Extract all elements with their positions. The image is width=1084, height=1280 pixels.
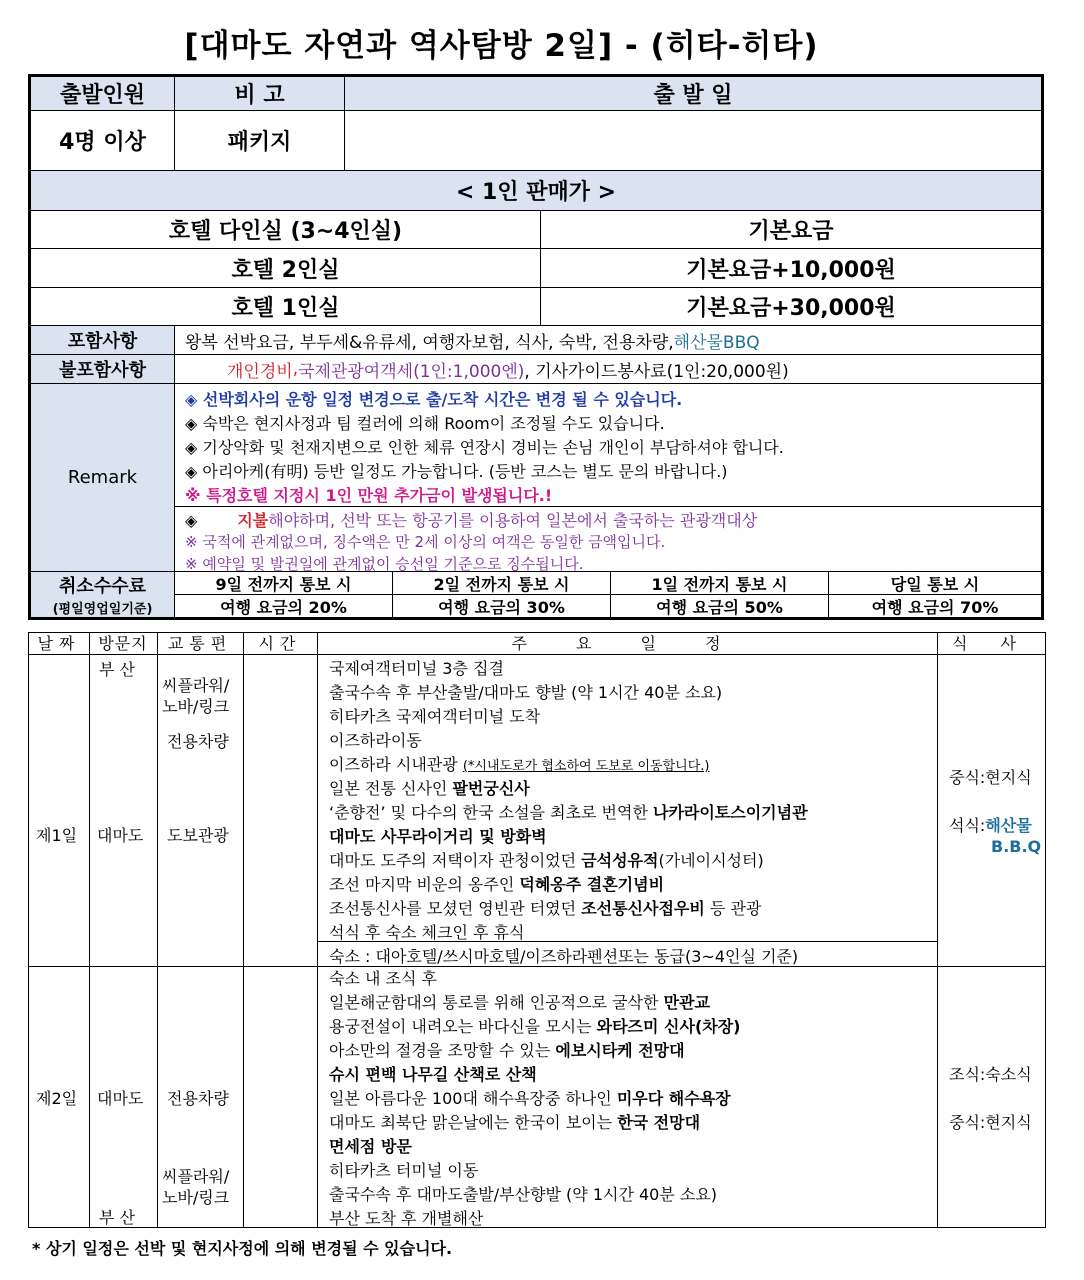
included-label: 포함사항 <box>31 326 175 354</box>
cancel-sublabel: (평일영업일기준) <box>52 602 153 617</box>
schedule-text: 일본 전통 신사인 <box>329 779 453 798</box>
cancel-when: 당일 통보 시 <box>890 574 980 594</box>
header-place: 방문지 <box>89 633 157 655</box>
schedule-text: 대마도 도주의 저택이자 관청이었던 <box>329 851 582 870</box>
schedule-text: ‘춘향전’ 및 다수의 한국 소설을 최초로 번역한 <box>329 803 653 822</box>
price-row <box>31 249 1041 288</box>
schedule-line <box>329 1182 717 1205</box>
cancel-fee: 여행 요금의 50% <box>611 595 829 617</box>
schedule-text: 아소만의 절경을 조망할 수 있는 <box>329 1041 556 1060</box>
day1-date: 제1일 <box>36 826 78 845</box>
schedule-text: 일본 아름다운 100대 해수욕장중 하나인 <box>329 1089 617 1108</box>
schedule-text: 조선통신사를 모셨던 영빈관 터였던 <box>329 899 582 918</box>
tax-rest: 해야하며, 선박 또는 항공기를 이용하여 일본에서 출국하는 관광객대상 <box>268 511 758 530</box>
itinerary-table <box>28 632 1046 1228</box>
schedule-highlight: 나카라이토스이기념관 <box>652 803 808 822</box>
info-row <box>31 111 1041 171</box>
schedule-text: 용궁전설이 내려오는 바다신을 모시는 <box>329 1017 597 1036</box>
header-note: 비 고 <box>175 77 345 110</box>
cancel-label <box>31 572 175 617</box>
cancel-fee: 여행 요금의 30% <box>393 595 611 617</box>
day2-place-end: 부 산 <box>99 1208 135 1227</box>
schedule-highlight: 미우다 해수욕장 <box>616 1089 731 1108</box>
header-date: 날짜 <box>29 633 89 655</box>
schedule-highlight: 팔번궁신사 <box>452 779 530 798</box>
footer-note: * 상기 일정은 선박 및 현지사정에 의해 변경될 수 있습니다. <box>32 1239 453 1258</box>
day1-hotel: 숙소 : 대아호텔/쓰시마호텔/이즈하라펜션또는 동급(3~4인실 기준) <box>329 947 799 966</box>
day1-transport-ferry: 씨플라워/ <box>162 676 230 695</box>
cancel-row <box>31 572 1041 617</box>
remark-line: ◈ 숙박은 현지사정과 팀 컬러에 의해 Room이 조정될 수도 있습니다. <box>185 414 665 433</box>
day2-transport-ferry2: 노바/링크 <box>162 1188 230 1207</box>
remark-line: ◈ 기상악화 및 천재지변으로 인한 체류 연장시 경비는 손님 개인이 부담하셔야 합니다. <box>185 438 784 457</box>
excluded-row <box>31 355 1041 384</box>
included-items: 왕복 선박요금, 부두세&유류세, 여행자보험, 식사, 숙박, 전용차량, <box>185 332 674 353</box>
excluded-personal: 개인경비 <box>227 361 293 382</box>
day1-dinner <box>949 813 1032 836</box>
schedule-text: 이즈하라 시내관광 <box>329 755 463 774</box>
remark-tax-line: ※ 예약일 및 발권일에 관계없이 승선일 기준으로 징수됩니다. <box>185 555 584 573</box>
schedule-line <box>329 704 540 727</box>
remark-line: ◈ 선박회사의 운항 일정 변경으로 출/도착 시간은 변경 될 수 있습니다. <box>185 390 683 409</box>
header-time: 시간 <box>243 633 317 655</box>
room-type: 호텔 다인실 (3~4인실) <box>31 211 541 248</box>
schedule-line <box>329 752 710 775</box>
excluded-tax: 국제관광여객세(1인:1,000엔) <box>298 361 525 382</box>
schedule-line <box>329 1086 731 1109</box>
remark-divider <box>175 506 1041 507</box>
day1-lunch: 중식:현지식 <box>949 768 1032 787</box>
schedule-line <box>329 872 664 895</box>
schedule-highlight: 조선통신사접우비 <box>581 899 705 918</box>
room-type: 호텔 2인실 <box>31 249 541 287</box>
note-value: 패키지 <box>175 111 345 170</box>
schedule-line <box>329 824 547 847</box>
included-bbq: 해산물BBQ <box>673 332 760 353</box>
min-people-value: 4명 이상 <box>31 111 175 170</box>
schedule-line <box>329 896 761 919</box>
price-row <box>31 211 1041 249</box>
schedule-line <box>329 1110 700 1133</box>
schedule-line <box>329 1158 478 1181</box>
schedule-text: 이즈하라이동 <box>329 731 422 750</box>
schedule-line <box>329 800 808 823</box>
day1-place-start: 부 산 <box>99 660 135 679</box>
header-schedule: 주 요 일 정 <box>317 633 937 655</box>
schedule-line <box>329 776 530 799</box>
excluded-rest: , 기사가이드봉사료(1인:20,000원) <box>524 361 789 382</box>
price-title: < 1인 판매가 > <box>455 180 617 205</box>
schedule-line <box>329 728 422 751</box>
schedule-text: 히타카츠 국제여객터미널 도착 <box>329 707 541 726</box>
package-info-table <box>28 74 1044 620</box>
departure-value <box>345 111 1041 170</box>
cancel-when: 1일 전까지 통보 시 <box>611 572 829 594</box>
col-divider <box>317 633 318 1227</box>
day1-transport-ferry2: 노바/링크 <box>162 697 230 716</box>
remark-line: ※ 특정호텔 지정시 1인 만원 추가금이 발생됩니다.! <box>185 486 553 505</box>
remark-content <box>175 384 1041 571</box>
day2-breakfast: 조식:숙소식 <box>949 1065 1032 1084</box>
tax-pay-word: 지불 <box>237 511 269 530</box>
included-text <box>175 326 1041 354</box>
included-row <box>31 326 1041 355</box>
cancel-when: 9일 전까지 통보 시 <box>175 572 393 594</box>
schedule-text: 일본해군함대의 통로를 위해 인공적으로 굴삭한 <box>329 993 664 1012</box>
schedule-text: 히타카츠 터미널 이동 <box>329 1161 479 1180</box>
excluded-sep: , <box>292 359 299 379</box>
room-price: 기본요금+30,000원 <box>686 296 896 321</box>
cancel-fee: 여행 요금의 20% <box>175 595 393 617</box>
header-meal: 식 사 <box>937 633 1045 655</box>
schedule-line <box>329 1062 537 1085</box>
schedule-highlight: 슈시 편백 나무길 산책로 산책 <box>329 1065 537 1084</box>
room-type: 호텔 1인실 <box>31 288 541 325</box>
schedule-line <box>329 966 437 989</box>
schedule-line <box>329 1038 685 1061</box>
schedule-highlight: 에보시타케 전망대 <box>555 1041 685 1060</box>
col-divider <box>157 633 158 1227</box>
schedule-highlight: 만관교 <box>663 993 710 1012</box>
cancel-fee: 여행 요금의 70% <box>871 597 999 617</box>
schedule-text: 조선 마지막 비운의 옹주인 <box>329 875 520 894</box>
col-divider <box>89 633 90 1227</box>
schedule-text: 숙소 내 조식 후 <box>329 969 437 988</box>
room-price: 기본요금 <box>748 219 834 244</box>
schedule-suffix: (가네이시성터) <box>658 851 764 870</box>
remark-tax-line <box>185 508 757 531</box>
page-title: [대마도 자연과 역사탐방 2일] - (히타-히타) <box>184 28 819 64</box>
schedule-text: 국제여객터미널 3층 집결 <box>329 659 504 678</box>
remark-row <box>31 384 1041 572</box>
schedule-text: 출국수속 후 부산출발/대마도 향발 (약 1시간 40분 소요) <box>329 683 723 702</box>
dinner-label: 석식: <box>949 816 986 835</box>
schedule-line <box>329 1206 483 1229</box>
schedule-suffix: 등 관광 <box>704 899 762 918</box>
header-departure: 출 발 일 <box>345 77 1041 110</box>
day2-place: 대마도 <box>97 1089 144 1108</box>
schedule-line <box>329 848 764 871</box>
room-price: 기본요금+10,000원 <box>686 257 896 283</box>
day1-dinner-bbq: B.B.Q <box>991 837 1042 856</box>
schedule-highlight: 한국 전망대 <box>617 1113 701 1132</box>
schedule-line <box>329 990 710 1013</box>
remark-line: ◈ 아리아케(有明) 등반 일정도 가능합니다. (등반 코스는 별도 문의 바랍니다.) <box>185 462 728 481</box>
col-divider <box>937 633 938 1227</box>
price-row <box>31 288 1041 326</box>
schedule-line <box>329 920 524 943</box>
remark-tax-line: ※ 국적에 관계없으며, 징수액은 만 2세 이상의 여객은 동일한 금액입니다. <box>185 533 666 551</box>
schedule-highlight: 면세점 방문 <box>329 1137 412 1156</box>
day2-transport-car: 전용차량 <box>167 1089 229 1108</box>
day2-date: 제2일 <box>36 1089 78 1108</box>
header-min-people: 출발인원 <box>31 77 175 110</box>
dinner-value: 해산물 <box>985 816 1032 835</box>
day1-transport-walk: 도보관광 <box>167 826 229 845</box>
schedule-line <box>329 1134 412 1157</box>
schedule-text: 대마도 최북단 맑은날에는 한국이 보이는 <box>329 1113 618 1132</box>
schedule-line <box>329 1014 740 1037</box>
cancel-title: 취소수수료 <box>59 576 146 597</box>
schedule-line <box>329 656 504 679</box>
day2-transport-ferry: 씨플라워/ <box>162 1167 230 1186</box>
schedule-text: 석식 후 숙소 체크인 후 휴식 <box>329 923 525 942</box>
schedule-text: 출국수속 후 대마도출발/부산향발 (약 1시간 40분 소요) <box>329 1185 718 1204</box>
excluded-label: 불포함사항 <box>31 355 175 383</box>
schedule-highlight: 와타즈미 신사(차장) <box>596 1017 741 1036</box>
header-transport: 교통편 <box>157 633 243 655</box>
schedule-highlight: 대마도 사무라이거리 및 방화벽 <box>329 827 547 846</box>
schedule-highlight: 덕혜옹주 결혼기념비 <box>519 875 665 894</box>
schedule-note: (*시내도로가 협소하여 도보로 이동합니다.) <box>462 759 710 774</box>
cancel-when: 2일 전까지 통보 시 <box>393 572 611 594</box>
col-divider <box>243 633 244 1227</box>
remark-label: Remark <box>31 384 175 571</box>
day2-lunch: 중식:현지식 <box>949 1113 1032 1132</box>
header-row <box>31 77 1041 111</box>
schedule-line <box>329 680 722 703</box>
day1-place: 대마도 <box>97 826 144 845</box>
schedule-highlight: 금석성유적 <box>581 851 659 870</box>
schedule-text: 부산 도착 후 개별해산 <box>329 1209 484 1228</box>
day1-transport-car: 전용차량 <box>167 732 229 751</box>
excluded-text <box>175 355 1041 383</box>
price-title-row <box>31 171 1041 211</box>
diamond-icon: ◈ <box>185 511 198 530</box>
